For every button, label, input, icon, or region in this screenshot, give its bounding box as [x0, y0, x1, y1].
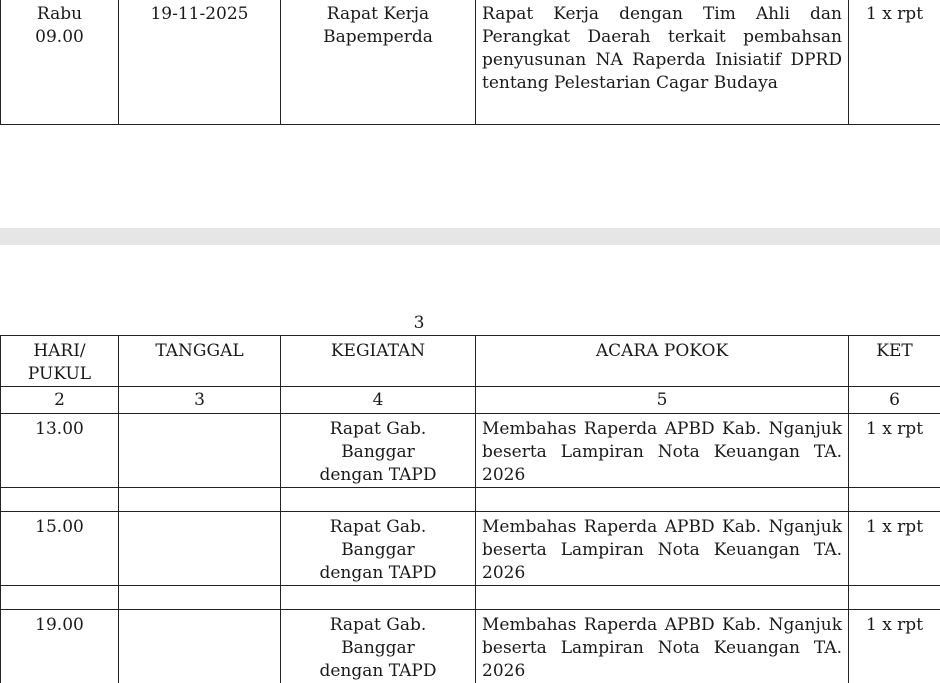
kegiatan-line: Rapat Kerja — [287, 3, 469, 26]
table-row — [1, 512, 940, 586]
ket-cell: 1 x rpt — [849, 512, 940, 586]
empty-row — [1, 488, 940, 512]
kegiatan-line: Banggar — [287, 539, 469, 562]
previous-page-schedule-table — [0, 0, 940, 125]
acara-pokok-cell: Membahas Raperda APBD Kab. Nganjuk beserta Lampiran Nota Keuangan TA. 2026 — [476, 414, 849, 488]
empty-cell — [281, 488, 476, 512]
empty-cell — [849, 488, 940, 512]
ket-cell: 1 x rpt — [849, 414, 940, 488]
empty-cell — [1, 586, 119, 610]
tanggal-cell — [119, 610, 281, 683]
header-hari-line: HARI/ — [7, 340, 112, 363]
header-tanggal: TANGGAL — [119, 336, 281, 387]
table-row — [1, 0, 940, 125]
ket-cell: 1 x rpt — [849, 610, 940, 683]
pukul-cell: 15.00 — [1, 512, 119, 586]
kegiatan-line: dengan TAPD — [287, 464, 469, 487]
hari-text: Rabu — [7, 3, 112, 26]
kegiatan-cell — [281, 414, 476, 488]
empty-cell — [1, 488, 119, 512]
header-kegiatan: KEGIATAN — [281, 336, 476, 387]
kegiatan-line: Rapat Gab. — [287, 614, 469, 637]
pukul-cell: 19.00 — [1, 610, 119, 683]
table-header-row — [1, 336, 940, 387]
kegiatan-cell — [281, 0, 476, 125]
header-pukul-line: PUKUL — [7, 363, 112, 386]
kegiatan-line: Banggar — [287, 637, 469, 660]
acara-pokok-cell: Membahas Raperda APBD Kab. Nganjuk beserta Lampiran Nota Keuangan TA. 2026 — [476, 610, 849, 683]
header-acara-pokok: ACARA POKOK — [476, 336, 849, 387]
column-number: 6 — [849, 387, 940, 414]
empty-cell — [119, 586, 281, 610]
empty-cell — [476, 586, 849, 610]
empty-cell — [281, 586, 476, 610]
kegiatan-line: Rapat Gab. — [287, 516, 469, 539]
page-separator — [0, 228, 940, 245]
column-number: 3 — [119, 387, 281, 414]
page-number: 3 — [0, 312, 838, 335]
column-number: 4 — [281, 387, 476, 414]
kegiatan-cell — [281, 610, 476, 683]
empty-cell — [476, 488, 849, 512]
kegiatan-line: Banggar — [287, 441, 469, 464]
schedule-table — [0, 335, 940, 683]
table-row — [1, 414, 940, 488]
pukul-cell: 13.00 — [1, 414, 119, 488]
column-number: 2 — [1, 387, 119, 414]
acara-pokok-cell: Rapat Kerja dengan Tim Ahli dan Perangkat Daerah terkait pembahsan penyusunan NA Raperda Inisiatif DPRD tentang Pelestarian Cagar Budaya — [476, 0, 849, 125]
ket-cell: 1 x rpt — [849, 0, 940, 125]
kegiatan-line: dengan TAPD — [287, 660, 469, 683]
tanggal-cell — [119, 414, 281, 488]
tanggal-cell: 19-11-2025 — [119, 0, 281, 125]
column-number-row — [1, 387, 940, 414]
hari-pukul-cell — [1, 0, 119, 125]
empty-cell — [849, 586, 940, 610]
empty-cell — [119, 488, 281, 512]
header-hari-pukul — [1, 336, 119, 387]
kegiatan-line: Bapemperda — [287, 26, 469, 49]
column-number: 5 — [476, 387, 849, 414]
tanggal-cell — [119, 512, 281, 586]
kegiatan-cell — [281, 512, 476, 586]
pukul-text: 09.00 — [7, 26, 112, 49]
kegiatan-line: dengan TAPD — [287, 562, 469, 585]
acara-pokok-cell: Membahas Raperda APBD Kab. Nganjuk beserta Lampiran Nota Keuangan TA. 2026 — [476, 512, 849, 586]
header-ket: KET — [849, 336, 940, 387]
kegiatan-line: Rapat Gab. — [287, 418, 469, 441]
table-row — [1, 610, 940, 683]
empty-row — [1, 586, 940, 610]
